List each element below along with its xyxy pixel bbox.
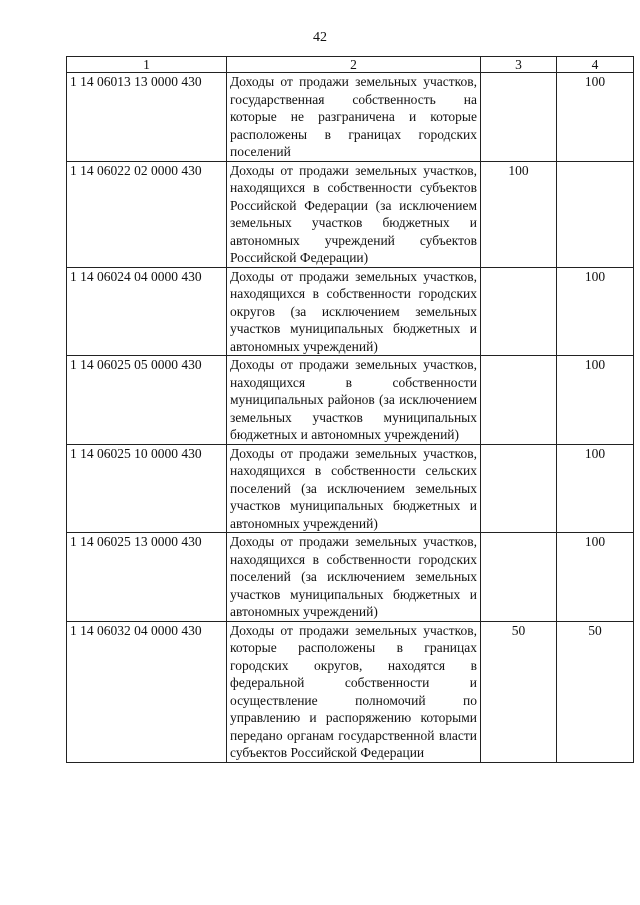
column-header-3: 3 [481,57,557,73]
column-3-value [481,267,557,356]
column-4-value: 50 [557,621,634,762]
budget-code-cell: 1 14 06024 04 0000 430 [67,267,227,356]
column-4-value: 100 [557,267,634,356]
description-cell: Доходы от продажи земельных участков, государственная собственность на которые не разграничена и которые расположены в границах городских поселений [227,73,481,162]
column-3-value: 100 [481,161,557,267]
table-row [67,73,634,162]
column-4-value: 100 [557,533,634,622]
column-header-4: 4 [557,57,634,73]
table-row [67,356,634,445]
description-cell: Доходы от продажи земельных участков, находящихся в собственности городских округов (за исключением земельных участков муниципальных бюджетных и автономных учреждений) [227,267,481,356]
column-3-value [481,356,557,445]
description-cell: Доходы от продажи земельных участков, находящихся в собственности городских поселений (за исключением земельных участков муниципальных бюджетных и автономных учреждений) [227,533,481,622]
table-row [67,267,634,356]
column-4-value: 100 [557,444,634,533]
column-3-value [481,533,557,622]
table-row [67,161,634,267]
description-cell: Доходы от продажи земельных участков, находящихся в собственности муниципальных районов (за исключением земельных участков муниципальных бюджетных и автономных учреждений) [227,356,481,445]
column-3-value: 50 [481,621,557,762]
column-3-value [481,444,557,533]
table-header-row [67,57,634,73]
column-header-2: 2 [227,57,481,73]
description-cell: Доходы от продажи земельных участков, находящихся в собственности сельских поселений (за исключением земельных участков муниципальных бюджетных и автономных учреждений) [227,444,481,533]
column-4-value [557,161,634,267]
table-row [67,444,634,533]
revenue-table [66,56,634,763]
table-row [67,621,634,762]
budget-code-cell: 1 14 06025 10 0000 430 [67,444,227,533]
column-4-value: 100 [557,73,634,162]
budget-code-cell: 1 14 06022 02 0000 430 [67,161,227,267]
table-row [67,533,634,622]
budget-code-cell: 1 14 06013 13 0000 430 [67,73,227,162]
description-cell: Доходы от продажи земельных участков, находящихся в собственности субъектов Российской Федерации (за исключением земельных участков бюджетных и автономных учреждений субъектов Российской Федерации) [227,161,481,267]
column-header-1: 1 [67,57,227,73]
description-cell: Доходы от продажи земельных участков, которые расположены в границах городских округов, находятся в федеральной собственности и осуществление полномочий по управлению и распоряжению которыми передано органам государственной власти субъектов Российской Федерации [227,621,481,762]
page-number: 42 [313,30,327,45]
column-3-value [481,73,557,162]
budget-code-cell: 1 14 06025 05 0000 430 [67,356,227,445]
budget-code-cell: 1 14 06025 13 0000 430 [67,533,227,622]
column-4-value: 100 [557,356,634,445]
budget-code-cell: 1 14 06032 04 0000 430 [67,621,227,762]
